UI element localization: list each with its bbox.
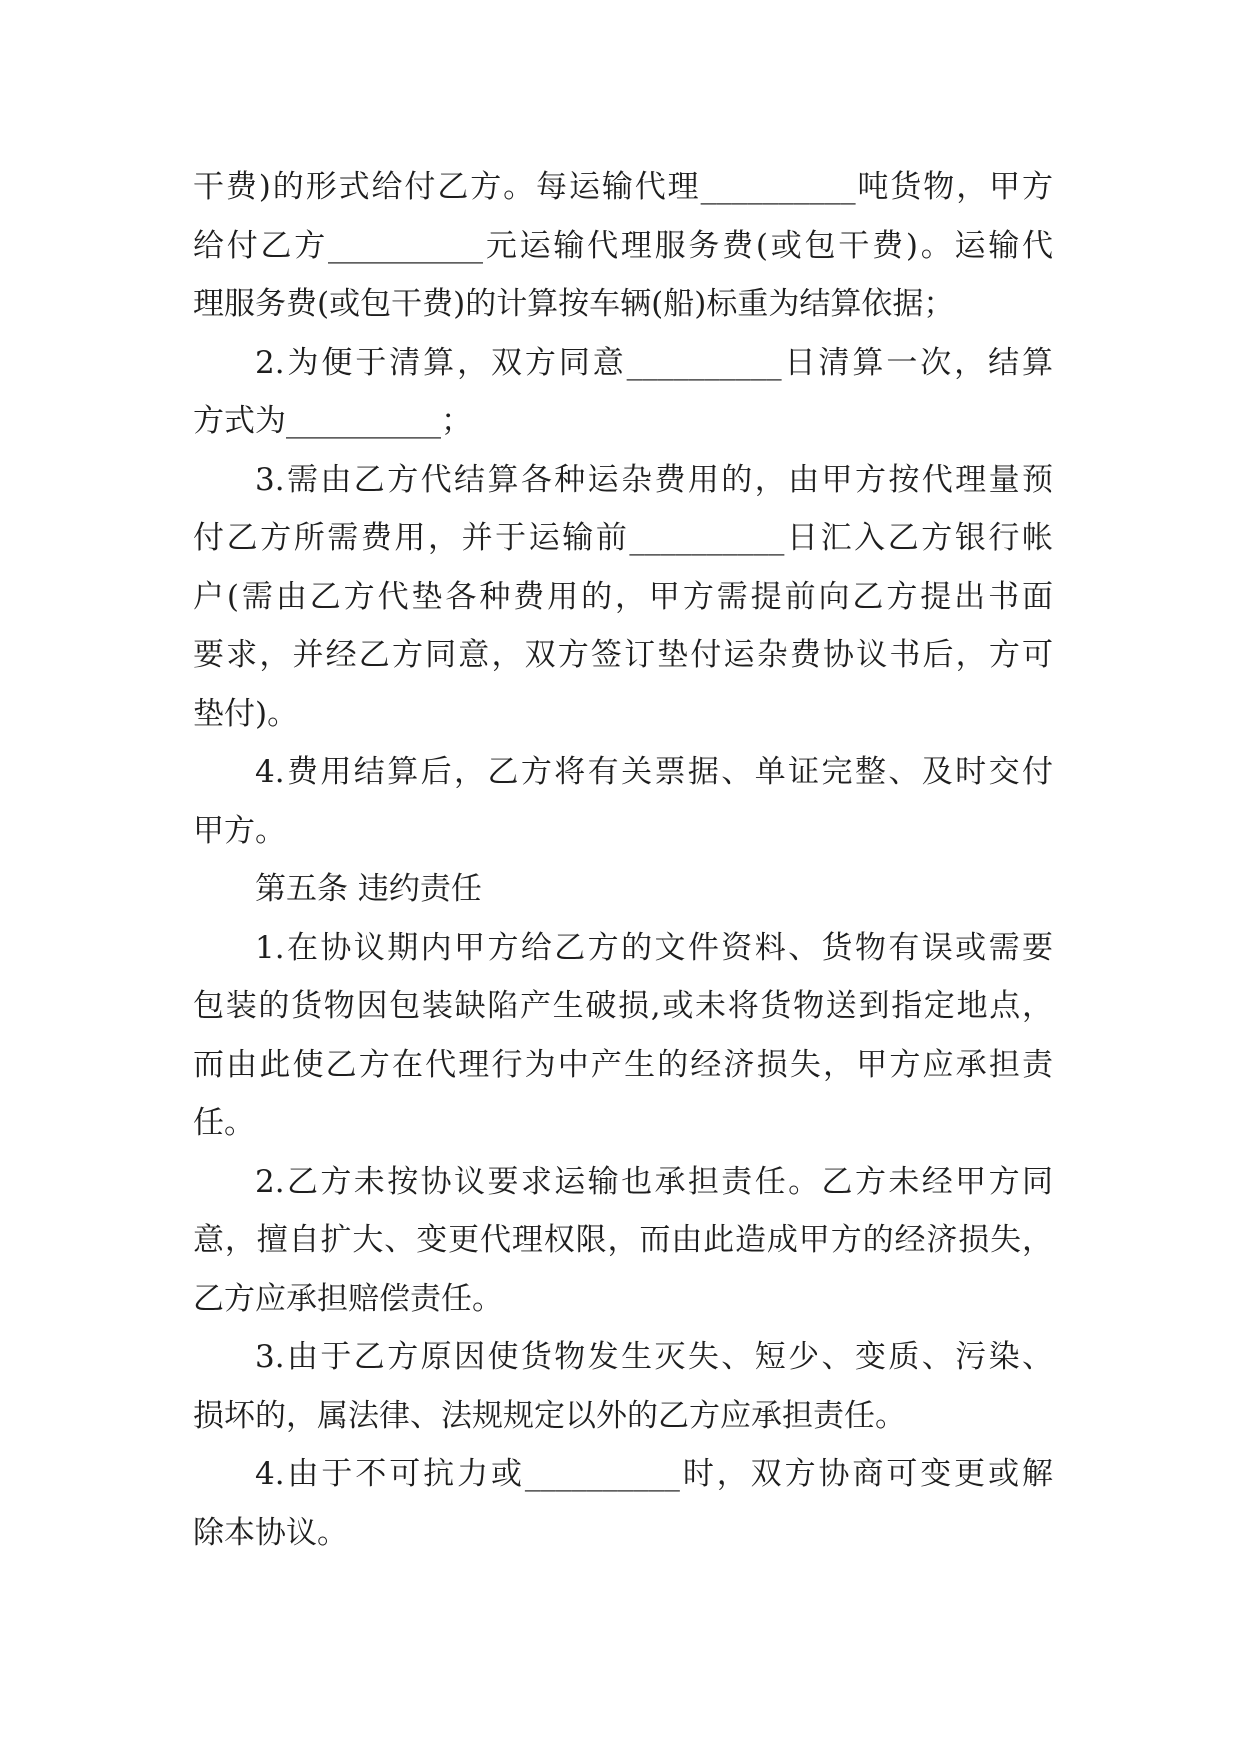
text-line: 2.为便于清算，双方同意__________日清算一次，结算 — [255, 344, 1053, 381]
section-heading: 第五条 违约责任 — [255, 871, 482, 907]
text-line: 方式为__________； — [193, 403, 472, 439]
text-line: 损坏的，属法律、法规规定以外的乙方应承担责任。 — [193, 1397, 906, 1434]
document-body — [193, 158, 1053, 1562]
text-line: 户(需由乙方代垫各种费用的，甲方需提前向乙方提出书面 — [193, 578, 1053, 615]
text-line: 2.乙方未按协议要求运输也承担责任。乙方未经甲方同 — [255, 1163, 1053, 1200]
text-line: 干费)的形式给付乙方。每运输代理__________吨货物，甲方 — [193, 169, 1053, 205]
text-line: 4.费用结算后，乙方将有关票据、单证完整、及时交付 — [255, 754, 1053, 790]
text-line: 除本协议。 — [193, 1514, 348, 1551]
text-line: 垫付)。 — [193, 695, 299, 732]
text-line: 4.由于不可抗力或__________时，双方协商可变更或解 — [255, 1456, 1053, 1492]
text-line: 理服务费(或包干费)的计算按车辆(船)标重为结算依据； — [193, 286, 955, 322]
text-line: 意，擅自扩大、变更代理权限，而由此造成甲方的经济损失， — [193, 1222, 1053, 1258]
text-line: 付乙方所需费用，并于运输前__________日汇入乙方银行帐 — [193, 520, 1053, 556]
text-line: 1.在协议期内甲方给乙方的文件资料、货物有误或需要 — [255, 929, 1053, 966]
text-line: 要求，并经乙方同意，双方签订垫付运杂费协议书后，方可 — [193, 637, 1053, 673]
text-line: 3.由于乙方原因使货物发生灭失、短少、变质、污染、 — [255, 1339, 1053, 1375]
text-line: 包装的货物因包装缺陷产生破损,或未将货物送到指定地点， — [193, 988, 1053, 1024]
text-line: 甲方。 — [193, 812, 286, 849]
text-line: 3.需由乙方代结算各种运杂费用的，由甲方按代理量预 — [255, 461, 1053, 498]
text-line: 乙方应承担赔偿责任。 — [193, 1280, 503, 1317]
text-line: 任。 — [193, 1105, 255, 1141]
text-line: 给付乙方__________元运输代理服务费(或包干费)。运输代 — [193, 227, 1053, 264]
text-line: 而由此使乙方在代理行为中产生的经济损失，甲方应承担责 — [193, 1046, 1053, 1083]
